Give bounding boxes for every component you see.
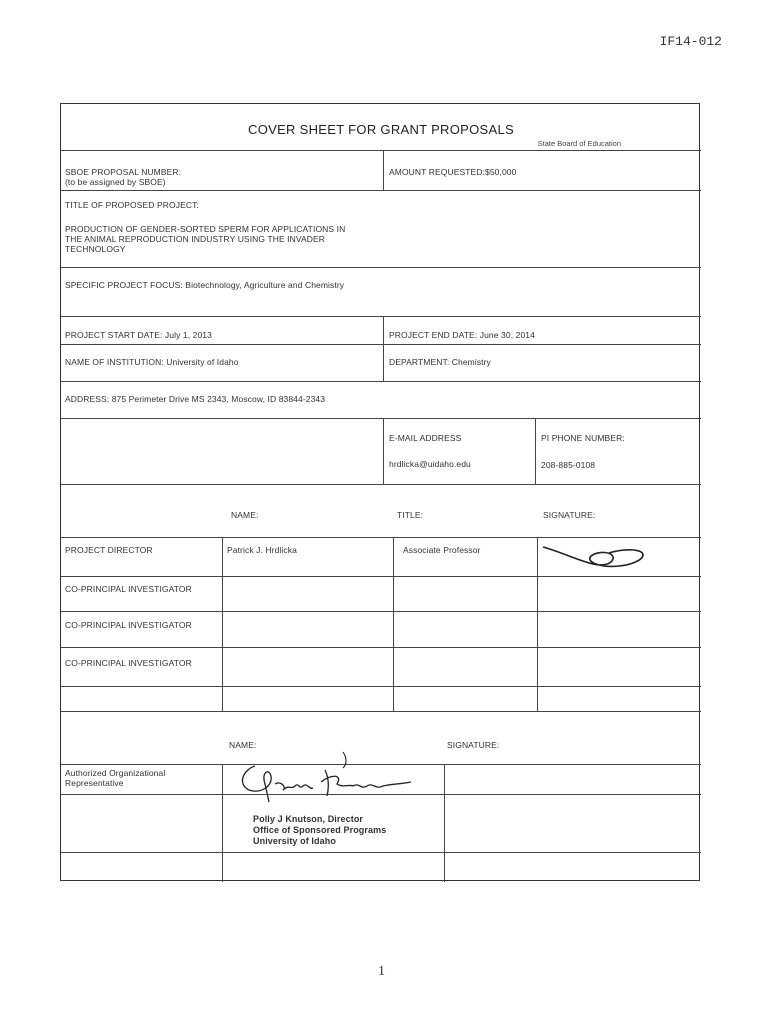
divider (383, 316, 384, 381)
project-title-line: TECHNOLOGY (65, 244, 126, 254)
divider (61, 711, 701, 712)
divider (61, 576, 701, 577)
form-title: COVER SHEET FOR GRANT PROPOSALS (248, 122, 514, 137)
personnel-signature-header: SIGNATURE: (543, 510, 596, 520)
divider (61, 611, 701, 612)
divider (61, 190, 701, 191)
divider (61, 852, 701, 853)
divider (383, 150, 384, 190)
divider (61, 418, 701, 419)
divider (393, 537, 394, 711)
phone-value: 208-885-0108 (541, 460, 596, 470)
phone-label: PI PHONE NUMBER: (541, 433, 625, 443)
divider (383, 418, 384, 484)
proposal-number-note: (to be assigned by SBOE) (65, 177, 166, 187)
divider (61, 267, 701, 268)
stamp-line: University of Idaho (253, 836, 336, 846)
director-signature-image (539, 538, 649, 574)
project-end-date: PROJECT END DATE: June 30, 2014 (389, 330, 535, 340)
document-id: IF14-012 (659, 34, 722, 49)
project-focus: SPECIFIC PROJECT FOCUS: Biotechnology, Agriculture and Chemistry (65, 280, 345, 290)
divider (61, 344, 701, 345)
proposal-number-label: SBOE PROPOSAL NUMBER: (65, 167, 182, 177)
divider (61, 484, 701, 485)
institution-name: NAME OF INSTITUTION: University of Idaho (65, 357, 239, 367)
authorized-role-line: Authorized Organizational (65, 768, 166, 778)
personnel-title-header: TITLE: (397, 510, 424, 520)
authorized-signature-header: SIGNATURE: (447, 740, 500, 750)
personnel-role: CO-PRINCIPAL INVESTIGATOR (65, 620, 192, 630)
project-title-label: TITLE OF PROPOSED PROJECT: (65, 200, 199, 210)
divider (61, 381, 701, 382)
personnel-name: Patrick J. Hrdlicka (227, 545, 297, 555)
authorized-name-header: NAME: (229, 740, 257, 750)
authorized-signature-image (225, 744, 425, 804)
personnel-name-header: NAME: (231, 510, 259, 520)
divider (222, 764, 223, 882)
project-title-line: THE ANIMAL REPRODUCTION INDUSTRY USING THE INVADER (65, 234, 326, 244)
divider (535, 418, 536, 484)
cover-sheet-form (60, 103, 700, 881)
personnel-role: CO-PRINCIPAL INVESTIGATOR (65, 658, 192, 668)
personnel-role: PROJECT DIRECTOR (65, 545, 153, 555)
divider (61, 316, 701, 317)
email-label: E-MAIL ADDRESS (389, 433, 462, 443)
divider (537, 537, 538, 711)
authorized-signature-text (295, 744, 296, 745)
project-title-line: PRODUCTION OF GENDER-SORTED SPERM FOR APPLICATIONS IN (65, 224, 346, 234)
personnel-role: CO-PRINCIPAL INVESTIGATOR (65, 584, 192, 594)
divider (222, 537, 223, 711)
stamp-line: Office of Sponsored Programs (253, 825, 387, 835)
department: DEPARTMENT: Chemistry (389, 357, 491, 367)
form-subtitle: State Board of Education (537, 139, 621, 148)
authorized-role-line: Representative (65, 778, 124, 788)
divider (61, 686, 701, 687)
personnel-title: Associate Professor (403, 545, 481, 555)
page-number: 1 (378, 964, 385, 979)
project-start-date: PROJECT START DATE: July 1, 2013 (65, 330, 212, 340)
email-value: hrdlicka@uidaho.edu (389, 459, 471, 469)
address: ADDRESS: 875 Perimeter Drive MS 2343, Moscow, ID 83844-2343 (65, 394, 326, 404)
amount-requested: AMOUNT REQUESTED:$50,000 (389, 167, 517, 177)
stamp-line: Polly J Knutson, Director (253, 814, 364, 824)
divider (444, 764, 445, 882)
divider (61, 150, 701, 151)
divider (61, 647, 701, 648)
